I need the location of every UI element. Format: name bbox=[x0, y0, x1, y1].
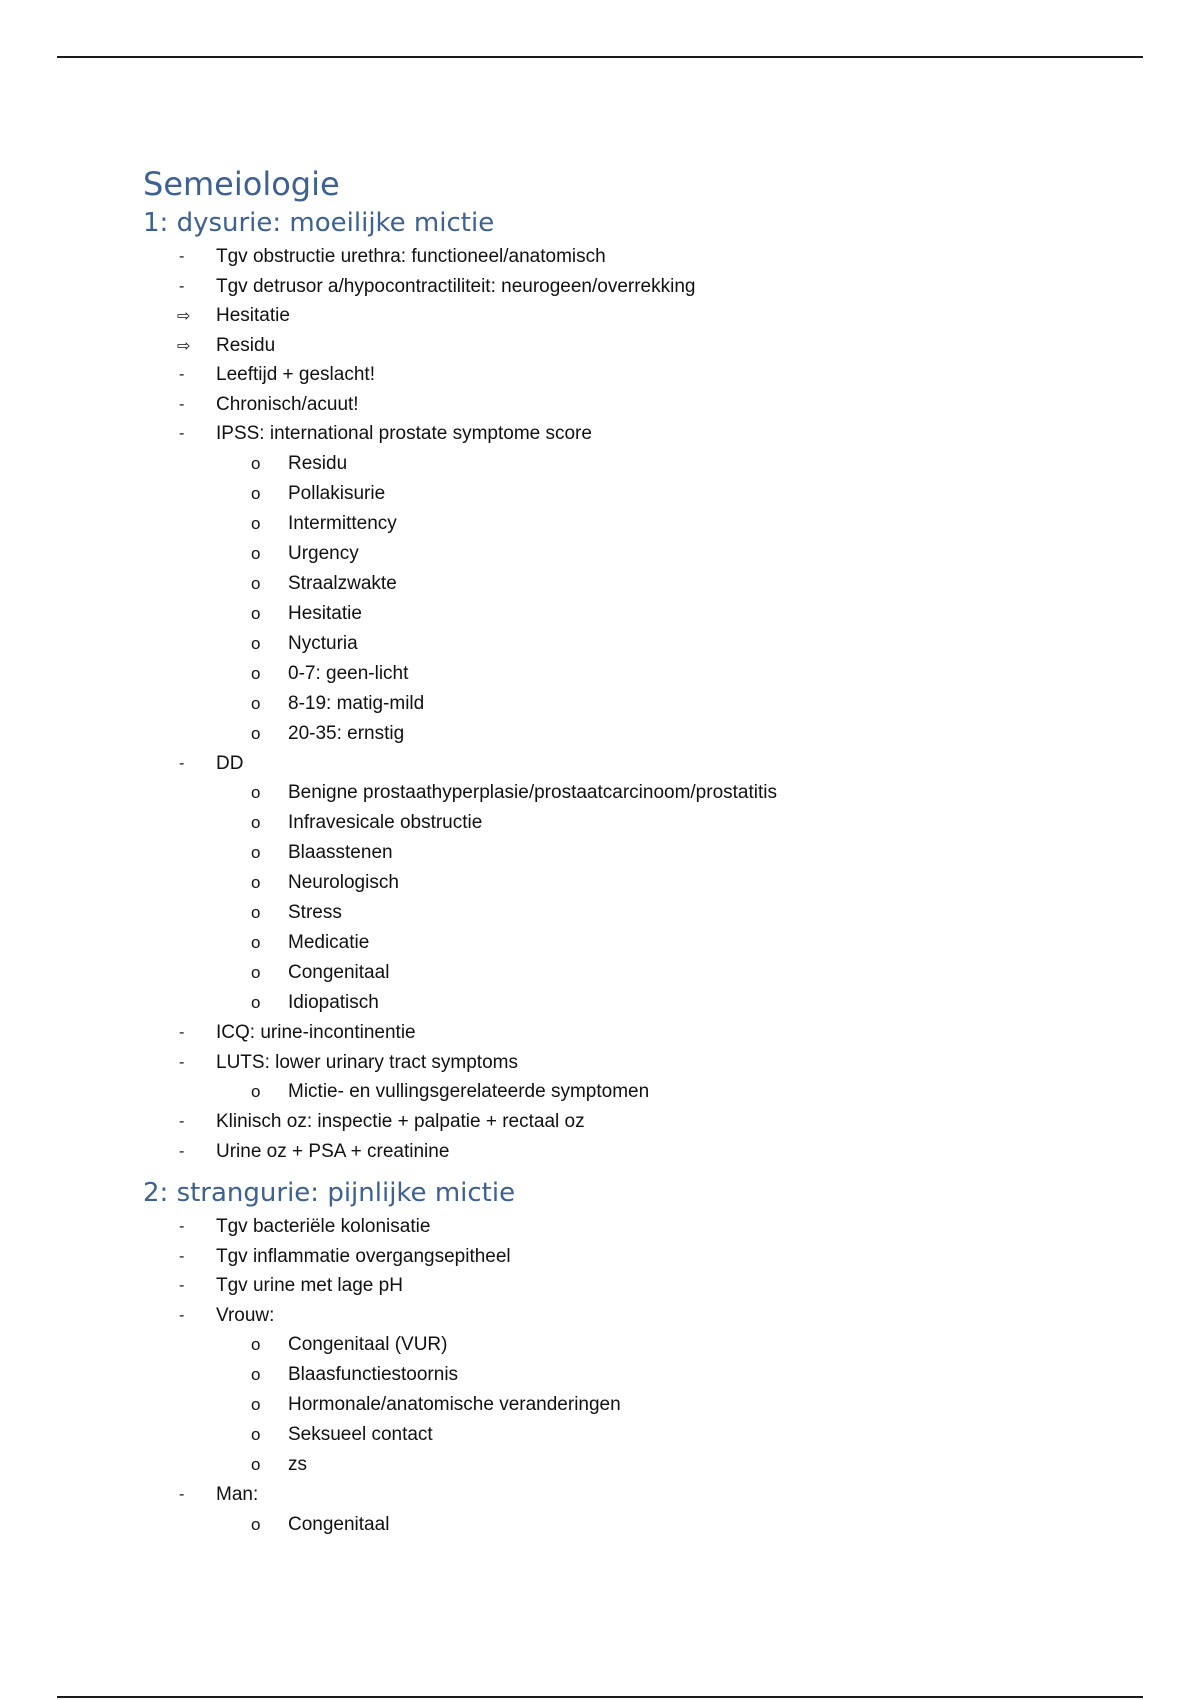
sub-list-item-text: Congenitaal bbox=[288, 962, 390, 983]
list-item bbox=[143, 1048, 1143, 1108]
sub-list-item-text: 20-35: ernstig bbox=[288, 722, 405, 744]
list-item-text: Tgv inflammatie overgangsepitheel bbox=[216, 1245, 511, 1267]
sub-list-item-text: 0-7: geen-licht bbox=[288, 662, 409, 684]
dash-bullet-icon: - bbox=[179, 394, 185, 413]
sub-list-item-text: Stress bbox=[288, 902, 342, 923]
sub-list bbox=[210, 1330, 1143, 1480]
circle-bullet-icon: o bbox=[251, 1365, 261, 1384]
list-item-text: Tgv bacteriële kolonisatie bbox=[216, 1216, 431, 1237]
sub-list-item bbox=[143, 778, 1143, 808]
list-item-text: Leeftijd + geslacht! bbox=[216, 364, 375, 385]
sub-list-item bbox=[143, 1330, 1143, 1360]
sub-list-item bbox=[143, 898, 1143, 928]
sub-list-item bbox=[143, 569, 1143, 599]
list-item-text: DD bbox=[216, 752, 244, 774]
sub-list-item bbox=[143, 1510, 1143, 1540]
circle-bullet-icon: o bbox=[251, 813, 261, 832]
list-item bbox=[143, 1301, 1143, 1481]
dash-bullet-icon: - bbox=[179, 753, 185, 772]
list-item bbox=[143, 419, 1143, 749]
page-title: Semeiologie bbox=[143, 165, 340, 203]
section-heading-strangurie: 2: strangurie: pijnlijke mictie bbox=[143, 1178, 516, 1208]
sub-list-item bbox=[143, 599, 1143, 629]
dash-bullet-icon: - bbox=[179, 1485, 185, 1503]
dash-bullet-icon: - bbox=[179, 1112, 185, 1130]
sub-list bbox=[210, 1510, 1143, 1540]
sub-list-item-text: Medicatie bbox=[288, 932, 370, 953]
list-item-text: Vrouw: bbox=[216, 1304, 275, 1326]
dash-bullet-icon: - bbox=[179, 424, 185, 442]
circle-bullet-icon: o bbox=[251, 1514, 261, 1534]
sub-list-item bbox=[143, 838, 1143, 868]
sub-list-item-text: Residu bbox=[288, 452, 348, 474]
dash-bullet-icon: - bbox=[179, 247, 185, 265]
sub-list-item-text: Infravesicale obstructie bbox=[288, 812, 483, 833]
list-item-text: LUTS: lower urinary tract symptoms bbox=[216, 1051, 518, 1073]
sub-list-item bbox=[143, 1420, 1143, 1450]
circle-bullet-icon: o bbox=[251, 1395, 261, 1414]
dash-bullet-icon: - bbox=[179, 1305, 185, 1324]
sub-list bbox=[210, 449, 1143, 749]
dash-bullet-icon: - bbox=[179, 1052, 185, 1071]
list-item-text: Tgv urine met lage pH bbox=[216, 1275, 403, 1296]
circle-bullet-icon: o bbox=[251, 633, 261, 653]
circle-bullet-icon: o bbox=[251, 1082, 261, 1101]
circle-bullet-icon: o bbox=[251, 873, 261, 892]
sub-list-item-text: zs bbox=[288, 1454, 307, 1475]
circle-bullet-icon: o bbox=[251, 993, 261, 1012]
sub-list-item bbox=[143, 539, 1143, 569]
list-item bbox=[143, 1480, 1143, 1540]
sub-list-item bbox=[143, 629, 1143, 659]
circle-bullet-icon: o bbox=[251, 543, 261, 563]
dash-bullet-icon: - bbox=[179, 1246, 185, 1265]
sub-list-item-text: Blaasstenen bbox=[288, 842, 393, 863]
sub-list-item-text: Congenitaal (VUR) bbox=[288, 1334, 448, 1355]
list-item-text: Chronisch/acuut! bbox=[216, 393, 359, 415]
sub-list-item-text: Idiopatisch bbox=[288, 992, 379, 1013]
circle-bullet-icon: o bbox=[251, 1335, 261, 1354]
sub-list-item-text: Blaasfunctiestoornis bbox=[288, 1364, 459, 1385]
section-list-strangurie bbox=[143, 1212, 1143, 1540]
sub-list-item-text: Benigne prostaathyperplasie/prostaatcarcinoom/prostatitis bbox=[288, 782, 777, 803]
document-body bbox=[143, 163, 1143, 1540]
list-item-text: ICQ: urine-incontinentie bbox=[216, 1022, 416, 1043]
sub-list-item bbox=[143, 449, 1143, 479]
sub-list-item bbox=[143, 479, 1143, 509]
arrow-bullet-icon: ⇨ bbox=[177, 306, 191, 325]
list-item bbox=[143, 1018, 1143, 1048]
sub-list-item-text: 8-19: matig-mild bbox=[288, 692, 425, 714]
list-item bbox=[143, 360, 1143, 390]
sub-list-item-text: Congenitaal bbox=[288, 1513, 390, 1535]
list-item bbox=[143, 1137, 1143, 1167]
sub-list-item bbox=[143, 1450, 1143, 1480]
circle-bullet-icon: o bbox=[251, 723, 261, 743]
circle-bullet-icon: o bbox=[251, 603, 261, 623]
circle-bullet-icon: o bbox=[251, 783, 261, 802]
sub-list-item-text: Seksueel contact bbox=[288, 1424, 433, 1445]
circle-bullet-icon: o bbox=[251, 1455, 261, 1474]
circle-bullet-icon: o bbox=[251, 513, 261, 533]
circle-bullet-icon: o bbox=[251, 663, 261, 683]
sub-list-item bbox=[143, 509, 1143, 539]
list-item bbox=[143, 1242, 1143, 1272]
list-item bbox=[143, 301, 1143, 331]
section-heading-dysurie: 1: dysurie: moeilijke mictie bbox=[143, 208, 495, 238]
list-item-text: Tgv obstructie urethra: functioneel/anatomisch bbox=[216, 246, 606, 267]
arrow-bullet-icon: ⇨ bbox=[177, 335, 191, 355]
dash-bullet-icon: - bbox=[179, 276, 185, 295]
sub-list-item bbox=[143, 1390, 1143, 1420]
circle-bullet-icon: o bbox=[251, 483, 261, 503]
list-item bbox=[143, 1271, 1143, 1301]
sub-list-item bbox=[143, 1360, 1143, 1390]
sub-list-item-text: Nycturia bbox=[288, 632, 358, 654]
footer-rule bbox=[57, 1696, 1143, 1698]
sub-list-item-text: Hesitatie bbox=[288, 602, 362, 624]
sub-list-item bbox=[143, 1077, 1143, 1107]
sub-list-item-text: Intermittency bbox=[288, 512, 397, 534]
sub-list bbox=[210, 778, 1143, 1018]
dash-bullet-icon: - bbox=[179, 1276, 185, 1294]
list-item bbox=[143, 1212, 1143, 1242]
circle-bullet-icon: o bbox=[251, 903, 261, 922]
list-item bbox=[143, 390, 1143, 420]
dash-bullet-icon: - bbox=[179, 1217, 185, 1235]
list-item bbox=[143, 1107, 1143, 1137]
list-item bbox=[143, 331, 1143, 361]
sub-list-item bbox=[143, 928, 1143, 958]
list-item-text: Klinisch oz: inspectie + palpatie + rectaal oz bbox=[216, 1111, 585, 1132]
dash-bullet-icon: - bbox=[179, 365, 185, 383]
circle-bullet-icon: o bbox=[251, 933, 261, 952]
list-item-text: Man: bbox=[216, 1484, 259, 1505]
circle-bullet-icon: o bbox=[251, 843, 261, 862]
sub-list-item bbox=[143, 808, 1143, 838]
dash-bullet-icon: - bbox=[179, 1023, 185, 1041]
sub-list-item bbox=[143, 659, 1143, 689]
circle-bullet-icon: o bbox=[251, 453, 261, 473]
list-item bbox=[143, 272, 1143, 302]
sub-list-item-text: Pollakisurie bbox=[288, 482, 386, 504]
sub-list-item bbox=[143, 988, 1143, 1018]
sub-list-item bbox=[143, 958, 1143, 988]
list-item-text: IPSS: international prostate symptome score bbox=[216, 423, 592, 444]
header-rule bbox=[57, 56, 1143, 58]
sub-list-item bbox=[143, 689, 1143, 719]
list-item bbox=[143, 749, 1143, 1019]
section-list-dysurie bbox=[143, 242, 1143, 1166]
sub-list-item-text: Neurologisch bbox=[288, 872, 399, 893]
circle-bullet-icon: o bbox=[251, 963, 261, 982]
sub-list-item bbox=[143, 719, 1143, 749]
circle-bullet-icon: o bbox=[251, 573, 261, 593]
list-item-text: Residu bbox=[216, 334, 276, 356]
list-item-text: Tgv detrusor a/hypocontractiliteit: neurogeen/overrekking bbox=[216, 275, 696, 297]
list-item bbox=[143, 242, 1143, 272]
sub-list-item bbox=[143, 868, 1143, 898]
sub-list bbox=[210, 1077, 1143, 1107]
list-item-text: Hesitatie bbox=[216, 305, 290, 326]
circle-bullet-icon: o bbox=[251, 693, 261, 713]
list-item-text: Urine oz + PSA + creatinine bbox=[216, 1140, 450, 1162]
circle-bullet-icon: o bbox=[251, 1425, 261, 1444]
sub-list-item-text: Urgency bbox=[288, 542, 359, 564]
sub-list-item-text: Straalzwakte bbox=[288, 572, 397, 594]
sub-list-item-text: Hormonale/anatomische veranderingen bbox=[288, 1394, 621, 1415]
sub-list-item-text: Mictie- en vullingsgerelateerde symptomen bbox=[288, 1081, 650, 1102]
dash-bullet-icon: - bbox=[179, 1141, 185, 1160]
